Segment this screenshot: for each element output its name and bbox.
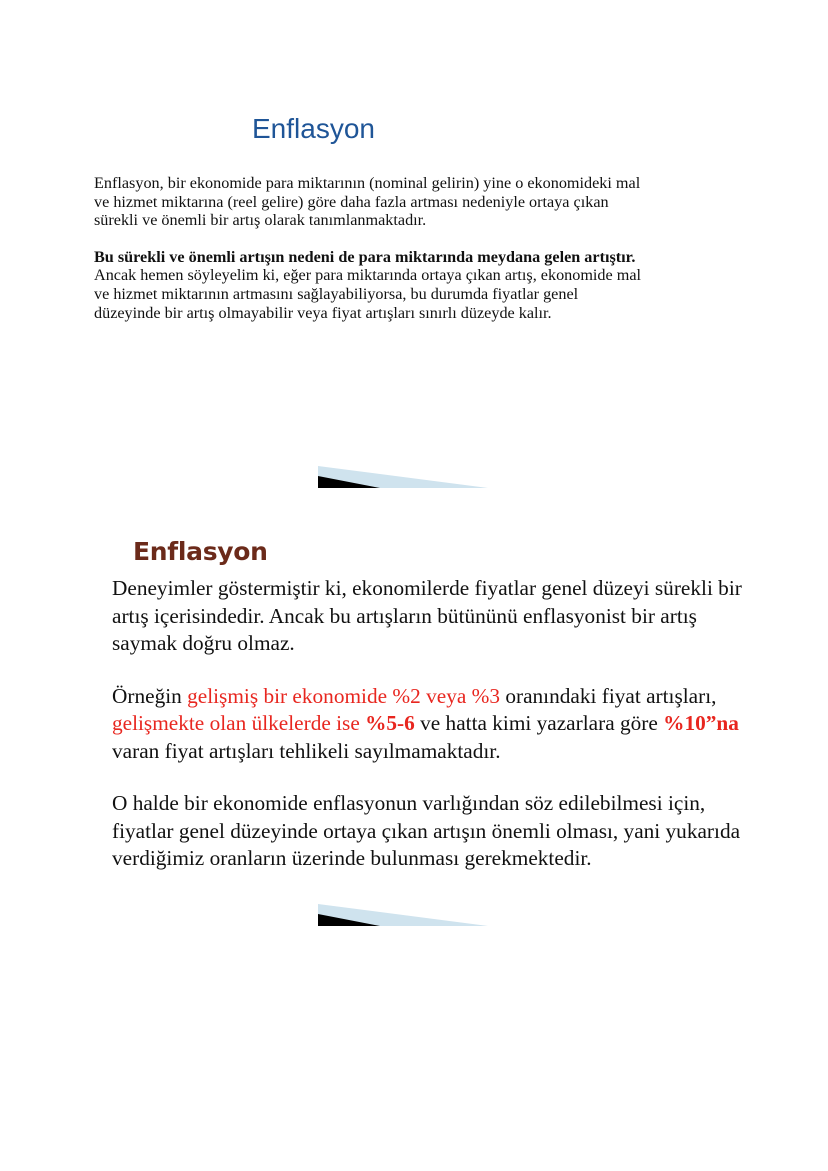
text-line: O halde bir ekonomide enflasyonun varlığından söz edilebilmesi için, bbox=[112, 791, 706, 815]
slide2-paragraph-3 bbox=[112, 790, 812, 873]
slide2-paragraph-2 bbox=[112, 683, 812, 766]
text-line: Ancak hemen söyleyelim ki, eğer para miktarında ortaya çıkan artış, ekonomide mal bbox=[94, 266, 642, 285]
slide2-paragraph-1 bbox=[112, 575, 812, 658]
highlight-figure: %5-6 bbox=[365, 711, 415, 735]
text-line: fiyatlar genel düzeyinde ortaya çıkan artışın önemli olması, yani yukarıda bbox=[112, 818, 741, 843]
text-line: ve hizmet miktarının artmasını sağlayabiliyorsa, bu durumda fiyatlar genel bbox=[94, 284, 579, 303]
slide2-title: Enflasyon bbox=[133, 537, 268, 566]
text-segment: oranındaki fiyat artışları, bbox=[500, 683, 717, 708]
text-line: sürekli ve önemli bir artış olarak tanımlanmaktadır. bbox=[94, 211, 427, 230]
text-segment: Örneğin bbox=[112, 683, 188, 708]
text-line: düzeyinde bir artış olmayabilir veya fiyat artışları sınırlı düzeyde kalır. bbox=[94, 303, 552, 322]
text-segment: ve hatta kimi yazarlara göre bbox=[414, 711, 664, 735]
slide1-paragraph-2 bbox=[94, 248, 774, 322]
text-line: ve hizmet miktarına (reel gelire) göre daha fazla artması nedeniyle ortaya çıkan bbox=[94, 192, 609, 211]
text-line: artış içerisindedir. Ancak bu artışların bütününü enflasyonist bir artış bbox=[112, 603, 697, 628]
highlight-text: gelişmiş bir ekonomide %2 veya %3 bbox=[187, 683, 501, 708]
slide1-paragraph-1 bbox=[94, 174, 774, 230]
slide1-title: Enflasyon bbox=[252, 113, 375, 144]
slide-divider-2 bbox=[318, 904, 488, 928]
highlight-text: gelişmekte olan ülkelerde ise bbox=[112, 711, 366, 735]
text-line: Deneyimler göstermiştir ki, ekonomilerde fiyatlar genel düzeyi sürekli bir bbox=[112, 576, 742, 600]
slide1-body bbox=[94, 174, 774, 322]
text-line: varan fiyat artışları tehlikeli sayılmamaktadır. bbox=[112, 738, 501, 763]
key-sentence: Bu sürekli ve önemli artışın nedeni de para miktarında meydana gelen artıştır. bbox=[94, 247, 636, 266]
slide2-body bbox=[112, 575, 812, 873]
text-line: saymak doğru olmaz. bbox=[112, 631, 295, 655]
text-line: Enflasyon, bir ekonomide para miktarının (nominal gelirin) yine o ekonomideki mal bbox=[94, 174, 641, 192]
text-line: verdiğimiz oranların üzerinde bulunması gerekmektedir. bbox=[112, 846, 592, 870]
highlight-figure: %10”na bbox=[663, 711, 739, 735]
slide-divider-1 bbox=[318, 466, 488, 490]
